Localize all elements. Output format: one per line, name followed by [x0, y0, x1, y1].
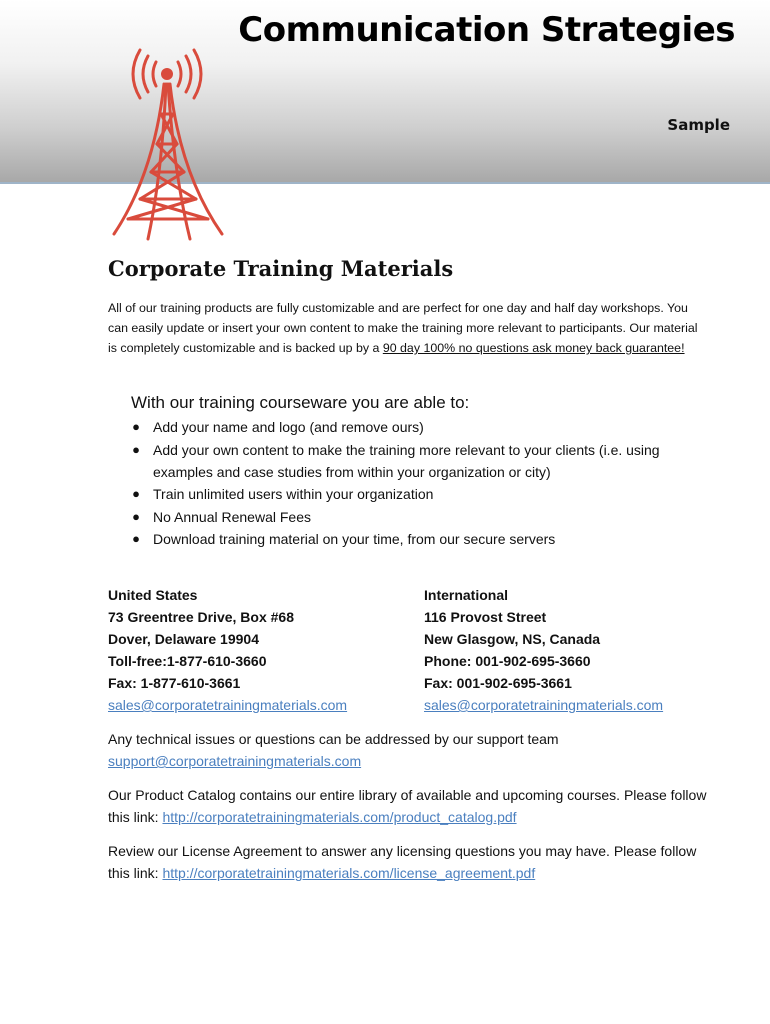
bullet-icon: ● [132, 508, 140, 524]
contact-us-fax: Fax: 1-877-610-3661 [108, 675, 241, 691]
support-text: Any technical issues or questions can be addressed by our support team [108, 731, 559, 747]
bullet-icon: ● [132, 419, 140, 434]
catalog-paragraph [108, 784, 708, 828]
catalog-text: Our Product Catalog contains our entire library of available and upcoming courses. Please follow this link: [108, 787, 707, 825]
features-heading: With our training courseware you are able to: [131, 393, 470, 412]
contact-us [108, 584, 347, 716]
intro-text: All of our training products are fully customizable and are perfect for one day and half day workshops. You can easily update or insert your own content to make the training more relevant to participants. Our material is completely customizable and is backed up by a [108, 301, 698, 355]
contact-intl-label: International [424, 587, 509, 603]
contact-intl-email-link[interactable]: sales@corporatetrainingmaterials.com [424, 697, 664, 713]
support-email-link[interactable]: support@corporatetrainingmaterials.com [108, 753, 362, 769]
license-text: Review our License Agreement to answer any licensing questions you may have. Please follow this link: [108, 843, 697, 881]
list-item [131, 528, 691, 550]
radio-tower-icon [104, 44, 234, 244]
list-item [131, 483, 691, 505]
contact-us-phone: Toll-free:1-877-610-3660 [108, 653, 267, 669]
list-item [131, 416, 691, 438]
catalog-link[interactable]: http://corporatetrainingmaterials.com/product_catalog.pdf [162, 809, 517, 825]
feature-text: Train unlimited users within your organization [153, 486, 434, 503]
feature-text: No Annual Renewal Fees [153, 508, 311, 525]
list-item [131, 439, 691, 483]
feature-text: Add your name and logo (and remove ours) [153, 419, 424, 435]
bullet-icon: ● [132, 441, 140, 457]
license-paragraph [108, 840, 708, 884]
features-list [131, 416, 691, 551]
contact-us-email-link[interactable]: sales@corporatetrainingmaterials.com [108, 697, 348, 713]
contact-us-street: 73 Greentree Drive, Box #68 [108, 609, 294, 625]
contact-intl-street: 116 Provost Street [424, 609, 547, 625]
contact-intl-city: New Glasgow, NS, Canada [424, 631, 601, 647]
contact-us-label: United States [108, 587, 198, 603]
support-paragraph [108, 728, 708, 772]
contact-intl-fax: Fax: 001-902-695-3661 [424, 675, 572, 691]
sample-label: Sample [667, 116, 730, 134]
contact-us-city: Dover, Delaware 19904 [108, 631, 259, 647]
intro-paragraph [108, 298, 708, 358]
feature-text: Download training material on your time, from our secure servers [153, 531, 556, 548]
bullet-icon: ● [132, 531, 140, 547]
section-heading: Corporate Training Materials [108, 256, 454, 281]
contact-international [424, 584, 663, 716]
list-item [131, 506, 691, 528]
guarantee-text: 90 day 100% no questions ask money back guarantee! [382, 341, 685, 355]
document-title: Communication Strategies [238, 10, 735, 50]
contact-intl-phone: Phone: 001-902-695-3660 [424, 653, 591, 669]
bullet-icon: ● [132, 486, 140, 502]
feature-text: Add your own content to make the training more relevant to your clients (i.e. using examples and case studies from within your organization or city) [153, 441, 660, 480]
license-link[interactable]: http://corporatetrainingmaterials.com/license_agreement.pdf [162, 865, 536, 881]
